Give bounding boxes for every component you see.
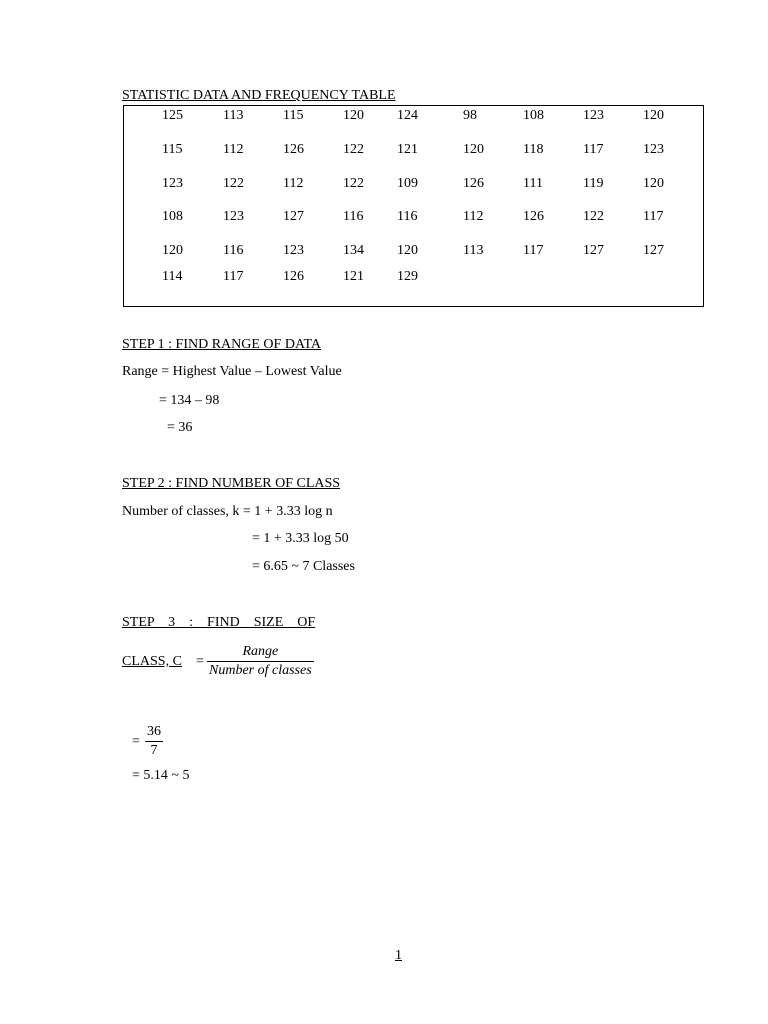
step1-result: = 36 (167, 420, 193, 435)
table-cell: 113 (223, 108, 244, 123)
table-cell: 113 (463, 243, 484, 258)
numeric-denominator: 7 (150, 743, 158, 759)
table-cell: 122 (343, 176, 364, 191)
table-cell: 120 (397, 243, 418, 258)
step1-range-formula: Range = Highest Value – Lowest Value (122, 364, 342, 379)
fraction-numerator: Range (242, 644, 279, 659)
step3-heading: STEP 3 : FIND SIZE OF (122, 615, 316, 630)
numeric-fraction (145, 724, 163, 759)
class-size-fraction (207, 644, 314, 679)
table-cell: 122 (583, 209, 604, 224)
table-cell: 112 (463, 209, 484, 224)
table-cell: 119 (583, 176, 604, 191)
table-cell: 116 (223, 243, 244, 258)
table-cell: 123 (223, 209, 244, 224)
table-cell: 115 (283, 108, 304, 123)
step1-heading: STEP 1 : FIND RANGE OF DATA (122, 337, 322, 352)
table-cell: 108 (162, 209, 183, 224)
table-cell: 117 (223, 269, 244, 284)
table-cell: 109 (397, 176, 418, 191)
table-cell: 134 (343, 243, 364, 258)
numeric-numerator: 36 (147, 724, 161, 739)
table-cell: 120 (643, 176, 664, 191)
table-cell: 120 (643, 108, 664, 123)
table-cell: 108 (523, 108, 544, 123)
table-cell: 125 (162, 108, 183, 123)
table-cell: 112 (283, 176, 304, 191)
table-cell: 121 (343, 269, 364, 284)
table-cell: 123 (162, 176, 183, 191)
page-number: 1 (395, 948, 402, 963)
page-title: STATISTIC DATA AND FREQUENCY TABLE (122, 88, 396, 103)
table-cell: 127 (643, 243, 664, 258)
table-cell: 117 (583, 142, 604, 157)
table-cell: 111 (523, 176, 543, 191)
table-cell: 120 (343, 108, 364, 123)
table-cell: 126 (283, 142, 304, 157)
table-cell: 118 (523, 142, 544, 157)
table-cell: 112 (223, 142, 244, 157)
step2-formula: Number of classes, k = 1 + 3.33 log n (122, 504, 333, 519)
step2-result: = 6.65 ~ 7 Classes (252, 559, 355, 574)
table-cell: 120 (162, 243, 183, 258)
table-cell: 117 (523, 243, 544, 258)
step3-class-label: CLASS, C (122, 654, 182, 669)
table-cell: 126 (283, 269, 304, 284)
step3-equals-sign-2: = (132, 734, 140, 749)
table-cell: 129 (397, 269, 418, 284)
table-cell: 126 (523, 209, 544, 224)
table-cell: 116 (343, 209, 364, 224)
step3-result: = 5.14 ~ 5 (132, 768, 190, 783)
table-cell: 120 (463, 142, 484, 157)
fraction-denominator: Number of classes (209, 663, 312, 679)
step3-equals-sign: = (196, 654, 204, 669)
table-cell: 98 (463, 108, 477, 123)
table-cell: 117 (643, 209, 664, 224)
table-cell: 124 (397, 108, 418, 123)
step1-substitution: = 134 – 98 (159, 393, 220, 408)
table-cell: 122 (223, 176, 244, 191)
table-cell: 127 (583, 243, 604, 258)
table-cell: 114 (162, 269, 183, 284)
table-cell: 122 (343, 142, 364, 157)
numeric-fraction-bar (145, 741, 163, 742)
table-cell: 115 (162, 142, 183, 157)
step2-substitution: = 1 + 3.33 log 50 (252, 531, 349, 546)
table-cell: 121 (397, 142, 418, 157)
table-cell: 126 (463, 176, 484, 191)
table-cell: 116 (397, 209, 418, 224)
table-cell: 123 (283, 243, 304, 258)
table-cell: 127 (283, 209, 304, 224)
table-cell: 123 (583, 108, 604, 123)
table-cell: 123 (643, 142, 664, 157)
step2-heading: STEP 2 : FIND NUMBER OF CLASS (122, 476, 341, 491)
fraction-bar (207, 661, 314, 662)
